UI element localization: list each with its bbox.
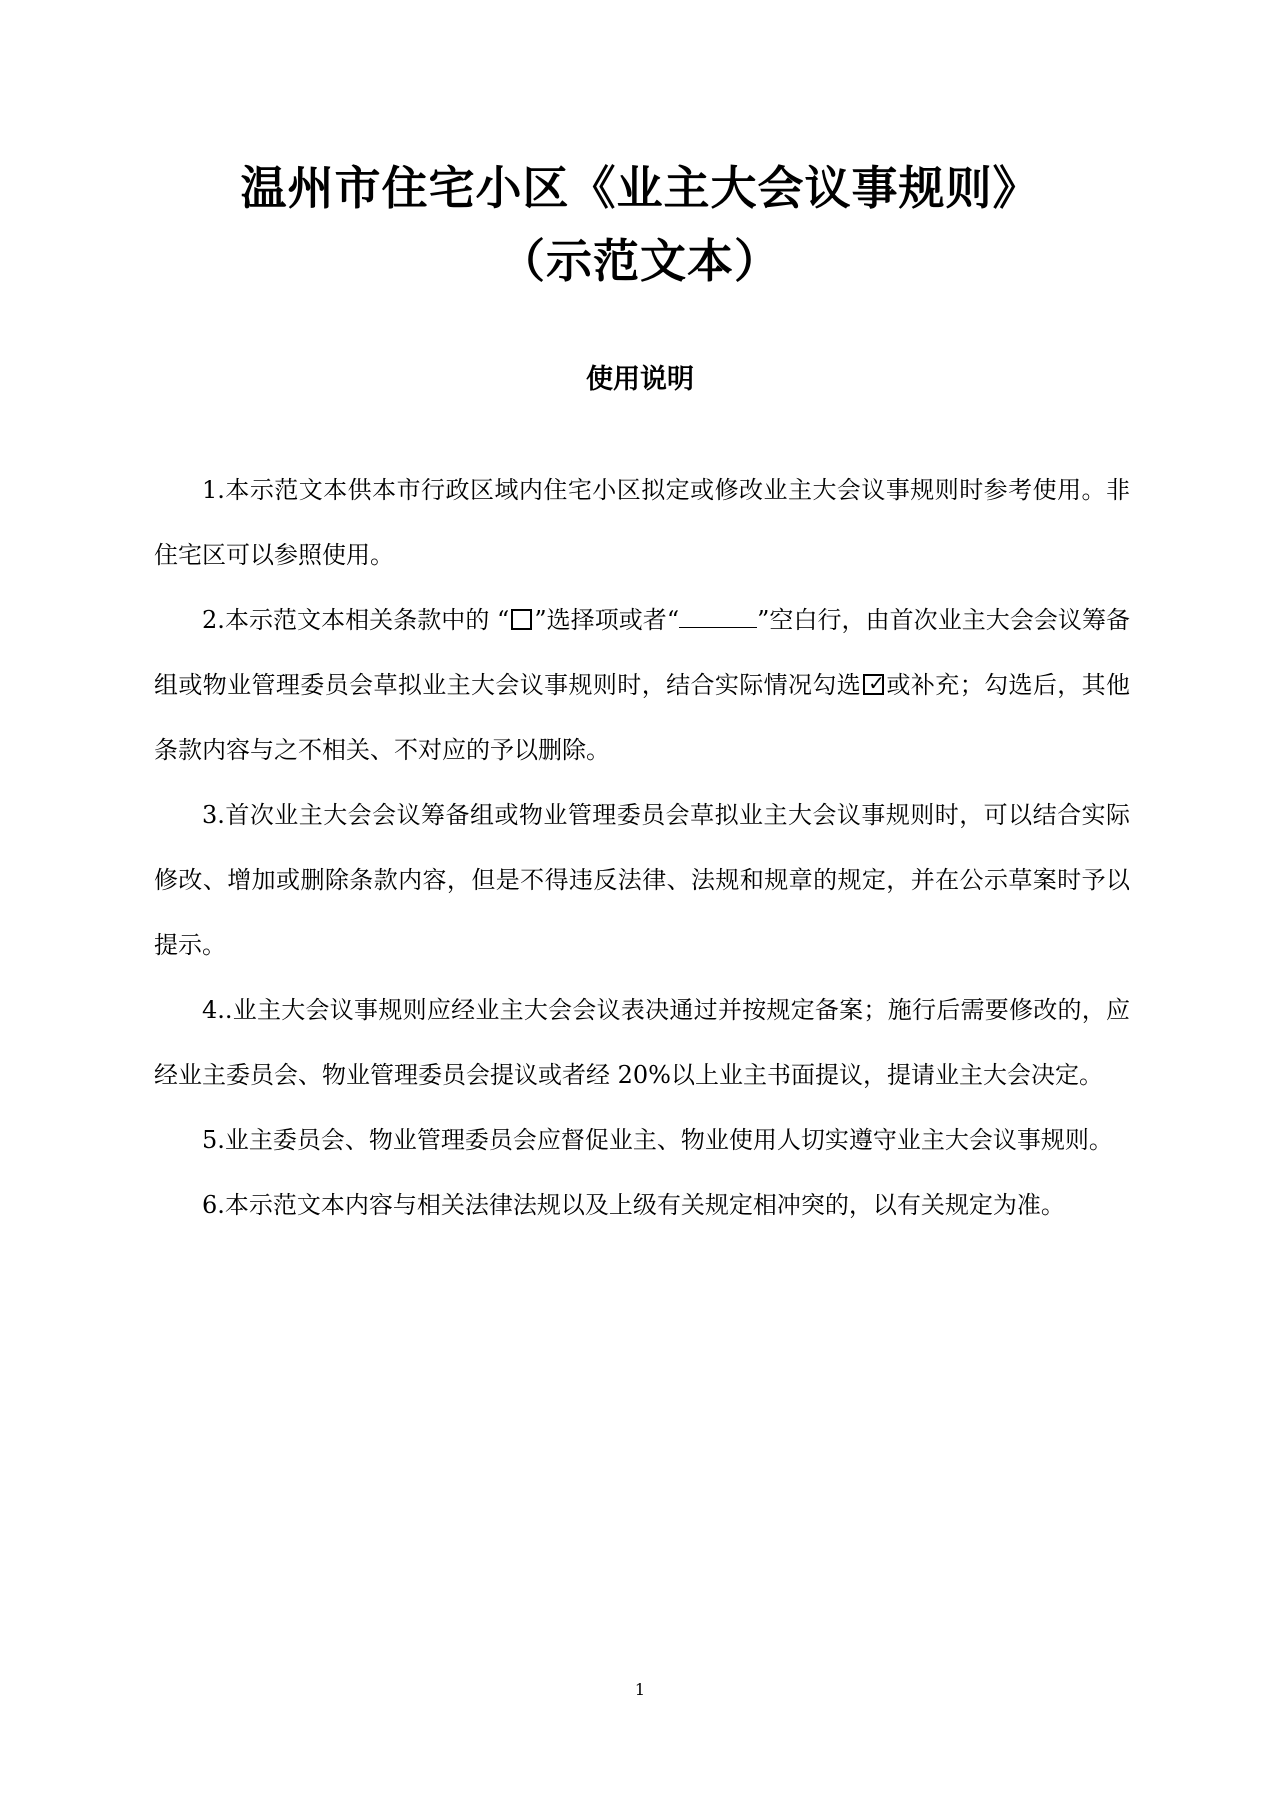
paragraph-2-text-d: 或补充；勾选后，其他条款内容与之不相关、不对应的予以删除。	[154, 671, 1131, 764]
blank-line	[679, 609, 757, 628]
instruction-paragraph-2	[154, 588, 1130, 783]
instruction-paragraph-5: 5.业主委员会、物业管理委员会应督促业主、物业使用人切实遵守业主大会议事规则。	[202, 1126, 1113, 1154]
paragraph-2-text-b: ”选择项或者“	[534, 606, 680, 634]
paragraph-2-text-c: ”空白行，由首次业主大会会议筹备组或物业管理委员会草拟业主大会议事规则时，结合实际情况勾选	[154, 606, 1131, 699]
instruction-paragraph-3: 3.首次业主大会会议筹备组或物业管理委员会草拟业主大会议事规则时，可以结合实际修改、增加或删除条款内容，但是不得违反法律、法规和规章的规定，并在公示草案时予以提示。	[154, 801, 1130, 959]
checkmark-icon: ✓	[868, 671, 885, 695]
instructions-body	[154, 458, 1130, 1238]
instruction-paragraph-4: 4..业主大会议事规则应经业主大会会议表决通过并按规定备案；施行后需要修改的，应经业主委员会、物业管理委员会提议或者经 20%以上业主书面提议，提请业主大会决定。	[154, 996, 1130, 1089]
instruction-paragraph-1: 1.本示范文本供本市行政区域内住宅小区拟定或修改业主大会议事规则时参考使用。非住宅区可以参照使用。	[154, 476, 1130, 569]
document-subtitle: （示范文本）	[499, 234, 781, 288]
document-title: 温州市住宅小区《业主大会议事规则》	[240, 161, 1040, 215]
section-heading: 使用说明	[586, 364, 694, 395]
paragraph-2-text-a: 2.本示范文本相关条款中的 “	[202, 606, 510, 634]
page-number: 1	[634, 1680, 646, 1699]
checked-checkbox-icon	[863, 671, 885, 695]
empty-checkbox-icon	[511, 609, 532, 630]
instruction-paragraph-6: 6.本示范文本内容与相关法律法规以及上级有关规定相冲突的，以有关规定为准。	[202, 1191, 1065, 1219]
